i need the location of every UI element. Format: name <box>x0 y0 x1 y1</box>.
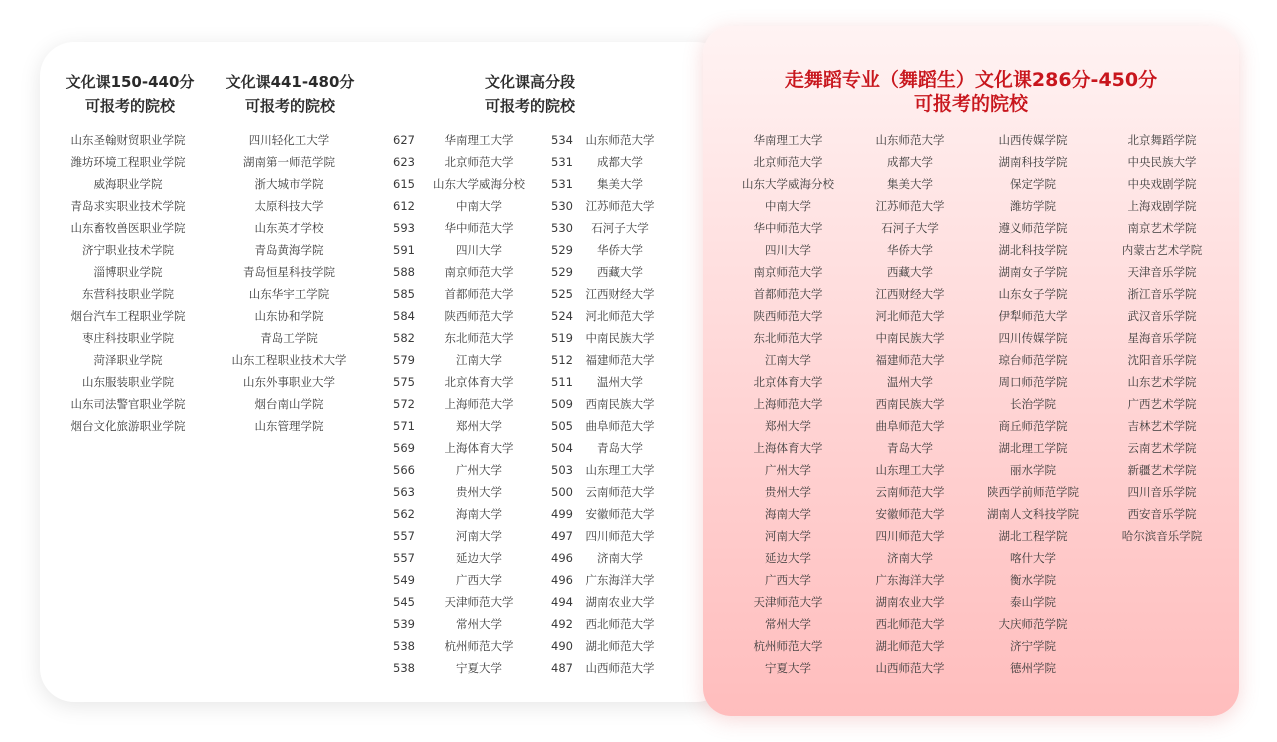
school-item: 上海师范大学 <box>444 397 514 411</box>
school-item: 西藏大学 <box>597 265 643 279</box>
school-item: 四川大学 <box>765 243 811 257</box>
school-item: 北京舞蹈学院 <box>1127 133 1197 147</box>
school-item: 温州大学 <box>597 375 643 389</box>
section3-right-scores <box>551 129 581 679</box>
school-item: 烟台汽车工程职业学院 <box>70 309 186 323</box>
school-item: 山东司法警官职业学院 <box>70 397 186 411</box>
school-item: 石河子大学 <box>881 221 939 235</box>
school-item: 青岛大学 <box>887 441 933 455</box>
school-item: 海南大学 <box>456 507 502 521</box>
school-item: 吉林艺术学院 <box>1127 419 1197 433</box>
school-item: 中南大学 <box>456 199 502 213</box>
school-item: 山东艺术学院 <box>1127 375 1197 389</box>
school-item: 南京师范大学 <box>753 265 823 279</box>
score-item: 545 <box>393 595 415 609</box>
school-item: 北京师范大学 <box>753 155 823 169</box>
school-item: 青岛恒星科技学院 <box>243 265 335 279</box>
school-item: 四川传媒学院 <box>998 331 1068 345</box>
score-item: 549 <box>393 573 415 587</box>
score-item: 503 <box>551 463 573 477</box>
school-item: 山东协和学院 <box>254 309 324 323</box>
school-item: 青岛黄海学院 <box>254 243 324 257</box>
school-item: 北京体育大学 <box>753 375 823 389</box>
score-item: 519 <box>551 331 573 345</box>
school-item: 华侨大学 <box>597 243 643 257</box>
section3-right-schools <box>581 129 659 679</box>
school-item: 广东海洋大学 <box>585 573 655 587</box>
school-item: 德州学院 <box>1010 661 1056 675</box>
school-item: 河南大学 <box>765 529 811 543</box>
school-item: 青岛工学院 <box>260 331 318 345</box>
school-item: 青岛大学 <box>597 441 643 455</box>
score-item: 569 <box>393 441 415 455</box>
score-item: 591 <box>393 243 415 257</box>
score-item: 579 <box>393 353 415 367</box>
school-item: 四川师范大学 <box>875 529 945 543</box>
score-item: 572 <box>393 397 415 411</box>
school-item: 上海体育大学 <box>444 441 514 455</box>
school-item: 云南师范大学 <box>585 485 655 499</box>
school-item: 湖北师范大学 <box>585 639 655 653</box>
school-item: 天津师范大学 <box>444 595 514 609</box>
school-item: 云南艺术学院 <box>1127 441 1197 455</box>
section3-title: 文化课高分段 可报考的院校 <box>484 73 575 115</box>
school-item: 成都大学 <box>597 155 643 169</box>
school-item: 江苏师范大学 <box>585 199 655 213</box>
school-item: 新疆艺术学院 <box>1127 463 1197 477</box>
school-item: 山东师范大学 <box>875 133 945 147</box>
school-item: 东北师范大学 <box>753 331 823 345</box>
school-item: 曲阜师范大学 <box>585 419 655 433</box>
section3-left-scores <box>393 129 423 679</box>
school-item: 陕西师范大学 <box>444 309 514 323</box>
school-item: 山东理工大学 <box>585 463 655 477</box>
score-item: 497 <box>551 529 573 543</box>
school-item: 西南民族大学 <box>585 397 655 411</box>
score-item: 538 <box>393 639 415 653</box>
school-item: 湖南科技学院 <box>998 155 1068 169</box>
score-item: 623 <box>393 155 415 169</box>
school-item: 北京体育大学 <box>444 375 514 389</box>
school-item: 河北师范大学 <box>875 309 945 323</box>
school-item: 华南理工大学 <box>753 133 823 147</box>
school-item: 天津师范大学 <box>753 595 823 609</box>
school-item: 湖南农业大学 <box>585 595 655 609</box>
school-item: 山东大学威海分校 <box>742 177 834 191</box>
school-item: 华中师范大学 <box>444 221 514 235</box>
section1-title: 文化课150-440分 可报考的院校 <box>65 73 195 115</box>
school-item: 西南民族大学 <box>875 397 945 411</box>
school-item: 山西师范大学 <box>585 661 655 675</box>
score-item: 575 <box>393 375 415 389</box>
school-item: 伊犁师范大学 <box>998 309 1068 323</box>
school-item: 四川师范大学 <box>585 529 655 543</box>
score-item: 571 <box>393 419 415 433</box>
school-item: 西藏大学 <box>887 265 933 279</box>
school-item: 潍坊学院 <box>1010 199 1056 213</box>
school-item: 广州大学 <box>456 463 502 477</box>
school-item: 山东理工大学 <box>875 463 945 477</box>
school-item: 华侨大学 <box>887 243 933 257</box>
school-item: 华中师范大学 <box>753 221 823 235</box>
school-item: 四川音乐学院 <box>1127 485 1197 499</box>
score-item: 593 <box>393 221 415 235</box>
school-item: 湖北理工学院 <box>998 441 1068 455</box>
school-item: 南京艺术学院 <box>1127 221 1197 235</box>
school-item: 广西大学 <box>456 573 502 587</box>
school-item: 山东大学威海分校 <box>433 177 525 191</box>
school-item: 河北师范大学 <box>585 309 655 323</box>
school-item: 广西大学 <box>765 573 811 587</box>
school-item: 星海音乐学院 <box>1127 331 1197 345</box>
school-item: 济宁学院 <box>1010 639 1056 653</box>
score-item: 494 <box>551 595 573 609</box>
school-item: 郑州大学 <box>765 419 811 433</box>
score-item: 534 <box>551 133 573 147</box>
school-item: 福建师范大学 <box>875 353 945 367</box>
school-item: 四川轻化工大学 <box>248 133 330 147</box>
score-item: 539 <box>393 617 415 631</box>
school-item: 丽水学院 <box>1010 463 1056 477</box>
school-item: 集美大学 <box>597 177 643 191</box>
school-item: 内蒙古艺术学院 <box>1121 243 1203 257</box>
score-item: 562 <box>393 507 415 521</box>
school-item: 贵州大学 <box>456 485 502 499</box>
school-item: 云南师范大学 <box>875 485 945 499</box>
score-item: 496 <box>551 551 573 565</box>
score-item: 530 <box>551 221 573 235</box>
school-item: 上海师范大学 <box>753 397 823 411</box>
school-item: 山东外事职业大学 <box>243 375 335 389</box>
score-item: 512 <box>551 353 573 367</box>
school-item: 江南大学 <box>765 353 811 367</box>
school-item: 保定学院 <box>1010 177 1056 191</box>
school-item: 湖南第一师范学院 <box>243 155 335 169</box>
school-item: 沈阳音乐学院 <box>1127 353 1197 367</box>
score-item: 505 <box>551 419 573 433</box>
school-item: 湖南人文科技学院 <box>987 507 1079 521</box>
section4-col3 <box>975 129 1091 679</box>
school-item: 武汉音乐学院 <box>1127 309 1197 323</box>
score-item: 563 <box>393 485 415 499</box>
school-item: 常州大学 <box>765 617 811 631</box>
school-item: 枣庄科技职业学院 <box>82 331 174 345</box>
score-item: 492 <box>551 617 573 631</box>
school-item: 菏泽职业学院 <box>93 353 163 367</box>
school-item: 淄博职业学院 <box>93 265 163 279</box>
school-item: 青岛求实职业技术学院 <box>70 199 186 213</box>
score-item: 557 <box>393 551 415 565</box>
school-item: 安徽师范大学 <box>875 507 945 521</box>
score-item: 529 <box>551 243 573 257</box>
section3-left-schools <box>425 129 533 679</box>
school-item: 烟台南山学院 <box>254 397 324 411</box>
score-item: 504 <box>551 441 573 455</box>
school-item: 周口师范学院 <box>998 375 1068 389</box>
school-item: 湖北科技学院 <box>998 243 1068 257</box>
school-item: 山东服装职业学院 <box>82 375 174 389</box>
school-item: 山东畜牧兽医职业学院 <box>70 221 186 235</box>
section4-col1 <box>732 129 844 679</box>
school-item: 四川大学 <box>456 243 502 257</box>
school-item: 山东英才学校 <box>254 221 324 235</box>
school-item: 中南民族大学 <box>585 331 655 345</box>
score-item: 531 <box>551 177 573 191</box>
school-item: 北京师范大学 <box>444 155 514 169</box>
school-item: 长治学院 <box>1010 397 1056 411</box>
school-item: 大庆师范学院 <box>998 617 1068 631</box>
school-item: 山西师范大学 <box>875 661 945 675</box>
school-item: 安徽师范大学 <box>585 507 655 521</box>
school-item: 郑州大学 <box>456 419 502 433</box>
school-item: 山东工程职业技术大学 <box>231 353 347 367</box>
school-item: 湖北师范大学 <box>875 639 945 653</box>
school-item: 华南理工大学 <box>444 133 514 147</box>
school-item: 山东管理学院 <box>254 419 324 433</box>
school-item: 山东圣翰财贸职业学院 <box>70 133 186 147</box>
school-item: 中央戏剧学院 <box>1127 177 1197 191</box>
school-item: 烟台文化旅游职业学院 <box>70 419 186 433</box>
school-item: 江西财经大学 <box>875 287 945 301</box>
school-item: 首都师范大学 <box>753 287 823 301</box>
score-item: 530 <box>551 199 573 213</box>
school-item: 潍坊环境工程职业学院 <box>70 155 186 169</box>
school-item: 首都师范大学 <box>444 287 514 301</box>
school-item: 哈尔滨音乐学院 <box>1121 529 1203 543</box>
school-item: 西安音乐学院 <box>1127 507 1197 521</box>
score-item: 627 <box>393 133 415 147</box>
school-item: 湖北工程学院 <box>998 529 1068 543</box>
score-item: 584 <box>393 309 415 323</box>
score-item: 615 <box>393 177 415 191</box>
school-item: 中南民族大学 <box>875 331 945 345</box>
section2-title: 文化课441-480分 可报考的院校 <box>225 73 355 115</box>
school-item: 常州大学 <box>456 617 502 631</box>
school-item: 西北师范大学 <box>875 617 945 631</box>
school-item: 喀什大学 <box>1010 551 1056 565</box>
school-item: 河南大学 <box>456 529 502 543</box>
school-item: 杭州师范大学 <box>753 639 823 653</box>
school-item: 济南大学 <box>887 551 933 565</box>
school-item: 石河子大学 <box>591 221 649 235</box>
school-item: 威海职业学院 <box>93 177 163 191</box>
section4-title: 走舞蹈专业（舞蹈生）文化课286分-450分 可报考的院校 <box>784 69 1158 115</box>
school-item: 中南大学 <box>765 199 811 213</box>
school-item: 湖南女子学院 <box>998 265 1068 279</box>
score-item: 487 <box>551 661 573 675</box>
school-item: 杭州师范大学 <box>444 639 514 653</box>
school-item: 济宁职业技术学院 <box>82 243 174 257</box>
school-item: 宁夏大学 <box>765 661 811 675</box>
school-item: 西北师范大学 <box>585 617 655 631</box>
school-item: 山东师范大学 <box>585 133 655 147</box>
section4-col2 <box>858 129 962 679</box>
score-item: 585 <box>393 287 415 301</box>
score-item: 525 <box>551 287 573 301</box>
school-item: 福建师范大学 <box>585 353 655 367</box>
school-item: 江南大学 <box>456 353 502 367</box>
score-item: 490 <box>551 639 573 653</box>
school-item: 济南大学 <box>597 551 643 565</box>
school-item: 广东海洋大学 <box>875 573 945 587</box>
school-item: 陕西师范大学 <box>753 309 823 323</box>
score-item: 500 <box>551 485 573 499</box>
school-item: 琼台师范学院 <box>998 353 1068 367</box>
school-item: 温州大学 <box>887 375 933 389</box>
school-item: 中央民族大学 <box>1127 155 1197 169</box>
score-item: 588 <box>393 265 415 279</box>
school-item: 衡水学院 <box>1010 573 1056 587</box>
school-item: 遵义师范学院 <box>998 221 1068 235</box>
school-item: 浙大城市学院 <box>254 177 324 191</box>
school-item: 上海戏剧学院 <box>1127 199 1197 213</box>
school-item: 天津音乐学院 <box>1127 265 1197 279</box>
score-item: 531 <box>551 155 573 169</box>
score-item: 496 <box>551 573 573 587</box>
school-item: 集美大学 <box>887 177 933 191</box>
score-item: 524 <box>551 309 573 323</box>
school-item: 海南大学 <box>765 507 811 521</box>
score-item: 511 <box>551 375 573 389</box>
school-item: 上海体育大学 <box>753 441 823 455</box>
school-item: 贵州大学 <box>765 485 811 499</box>
school-item: 江苏师范大学 <box>875 199 945 213</box>
section1-list <box>50 129 206 437</box>
school-item: 成都大学 <box>887 155 933 169</box>
score-item: 557 <box>393 529 415 543</box>
score-item: 538 <box>393 661 415 675</box>
school-item: 山西传媒学院 <box>998 133 1068 147</box>
school-item: 广西艺术学院 <box>1127 397 1197 411</box>
school-item: 南京师范大学 <box>444 265 514 279</box>
score-item: 499 <box>551 507 573 521</box>
school-item: 山东华宇工学院 <box>248 287 330 301</box>
school-item: 太原科技大学 <box>254 199 324 213</box>
school-item: 延边大学 <box>456 551 502 565</box>
school-item: 江西财经大学 <box>585 287 655 301</box>
score-item: 529 <box>551 265 573 279</box>
school-item: 曲阜师范大学 <box>875 419 945 433</box>
school-item: 商丘师范学院 <box>998 419 1068 433</box>
score-item: 566 <box>393 463 415 477</box>
school-item: 东营科技职业学院 <box>82 287 174 301</box>
school-item: 东北师范大学 <box>444 331 514 345</box>
school-item: 广州大学 <box>765 463 811 477</box>
school-item: 湖南农业大学 <box>875 595 945 609</box>
school-item: 浙江音乐学院 <box>1127 287 1197 301</box>
school-item: 宁夏大学 <box>456 661 502 675</box>
school-item: 陕西学前师范学院 <box>987 485 1079 499</box>
score-item: 582 <box>393 331 415 345</box>
school-item: 延边大学 <box>765 551 811 565</box>
section2-list <box>215 129 363 437</box>
score-item: 509 <box>551 397 573 411</box>
score-item: 612 <box>393 199 415 213</box>
school-item: 山东女子学院 <box>998 287 1068 301</box>
section4-col4 <box>1106 129 1218 547</box>
school-item: 泰山学院 <box>1010 595 1056 609</box>
